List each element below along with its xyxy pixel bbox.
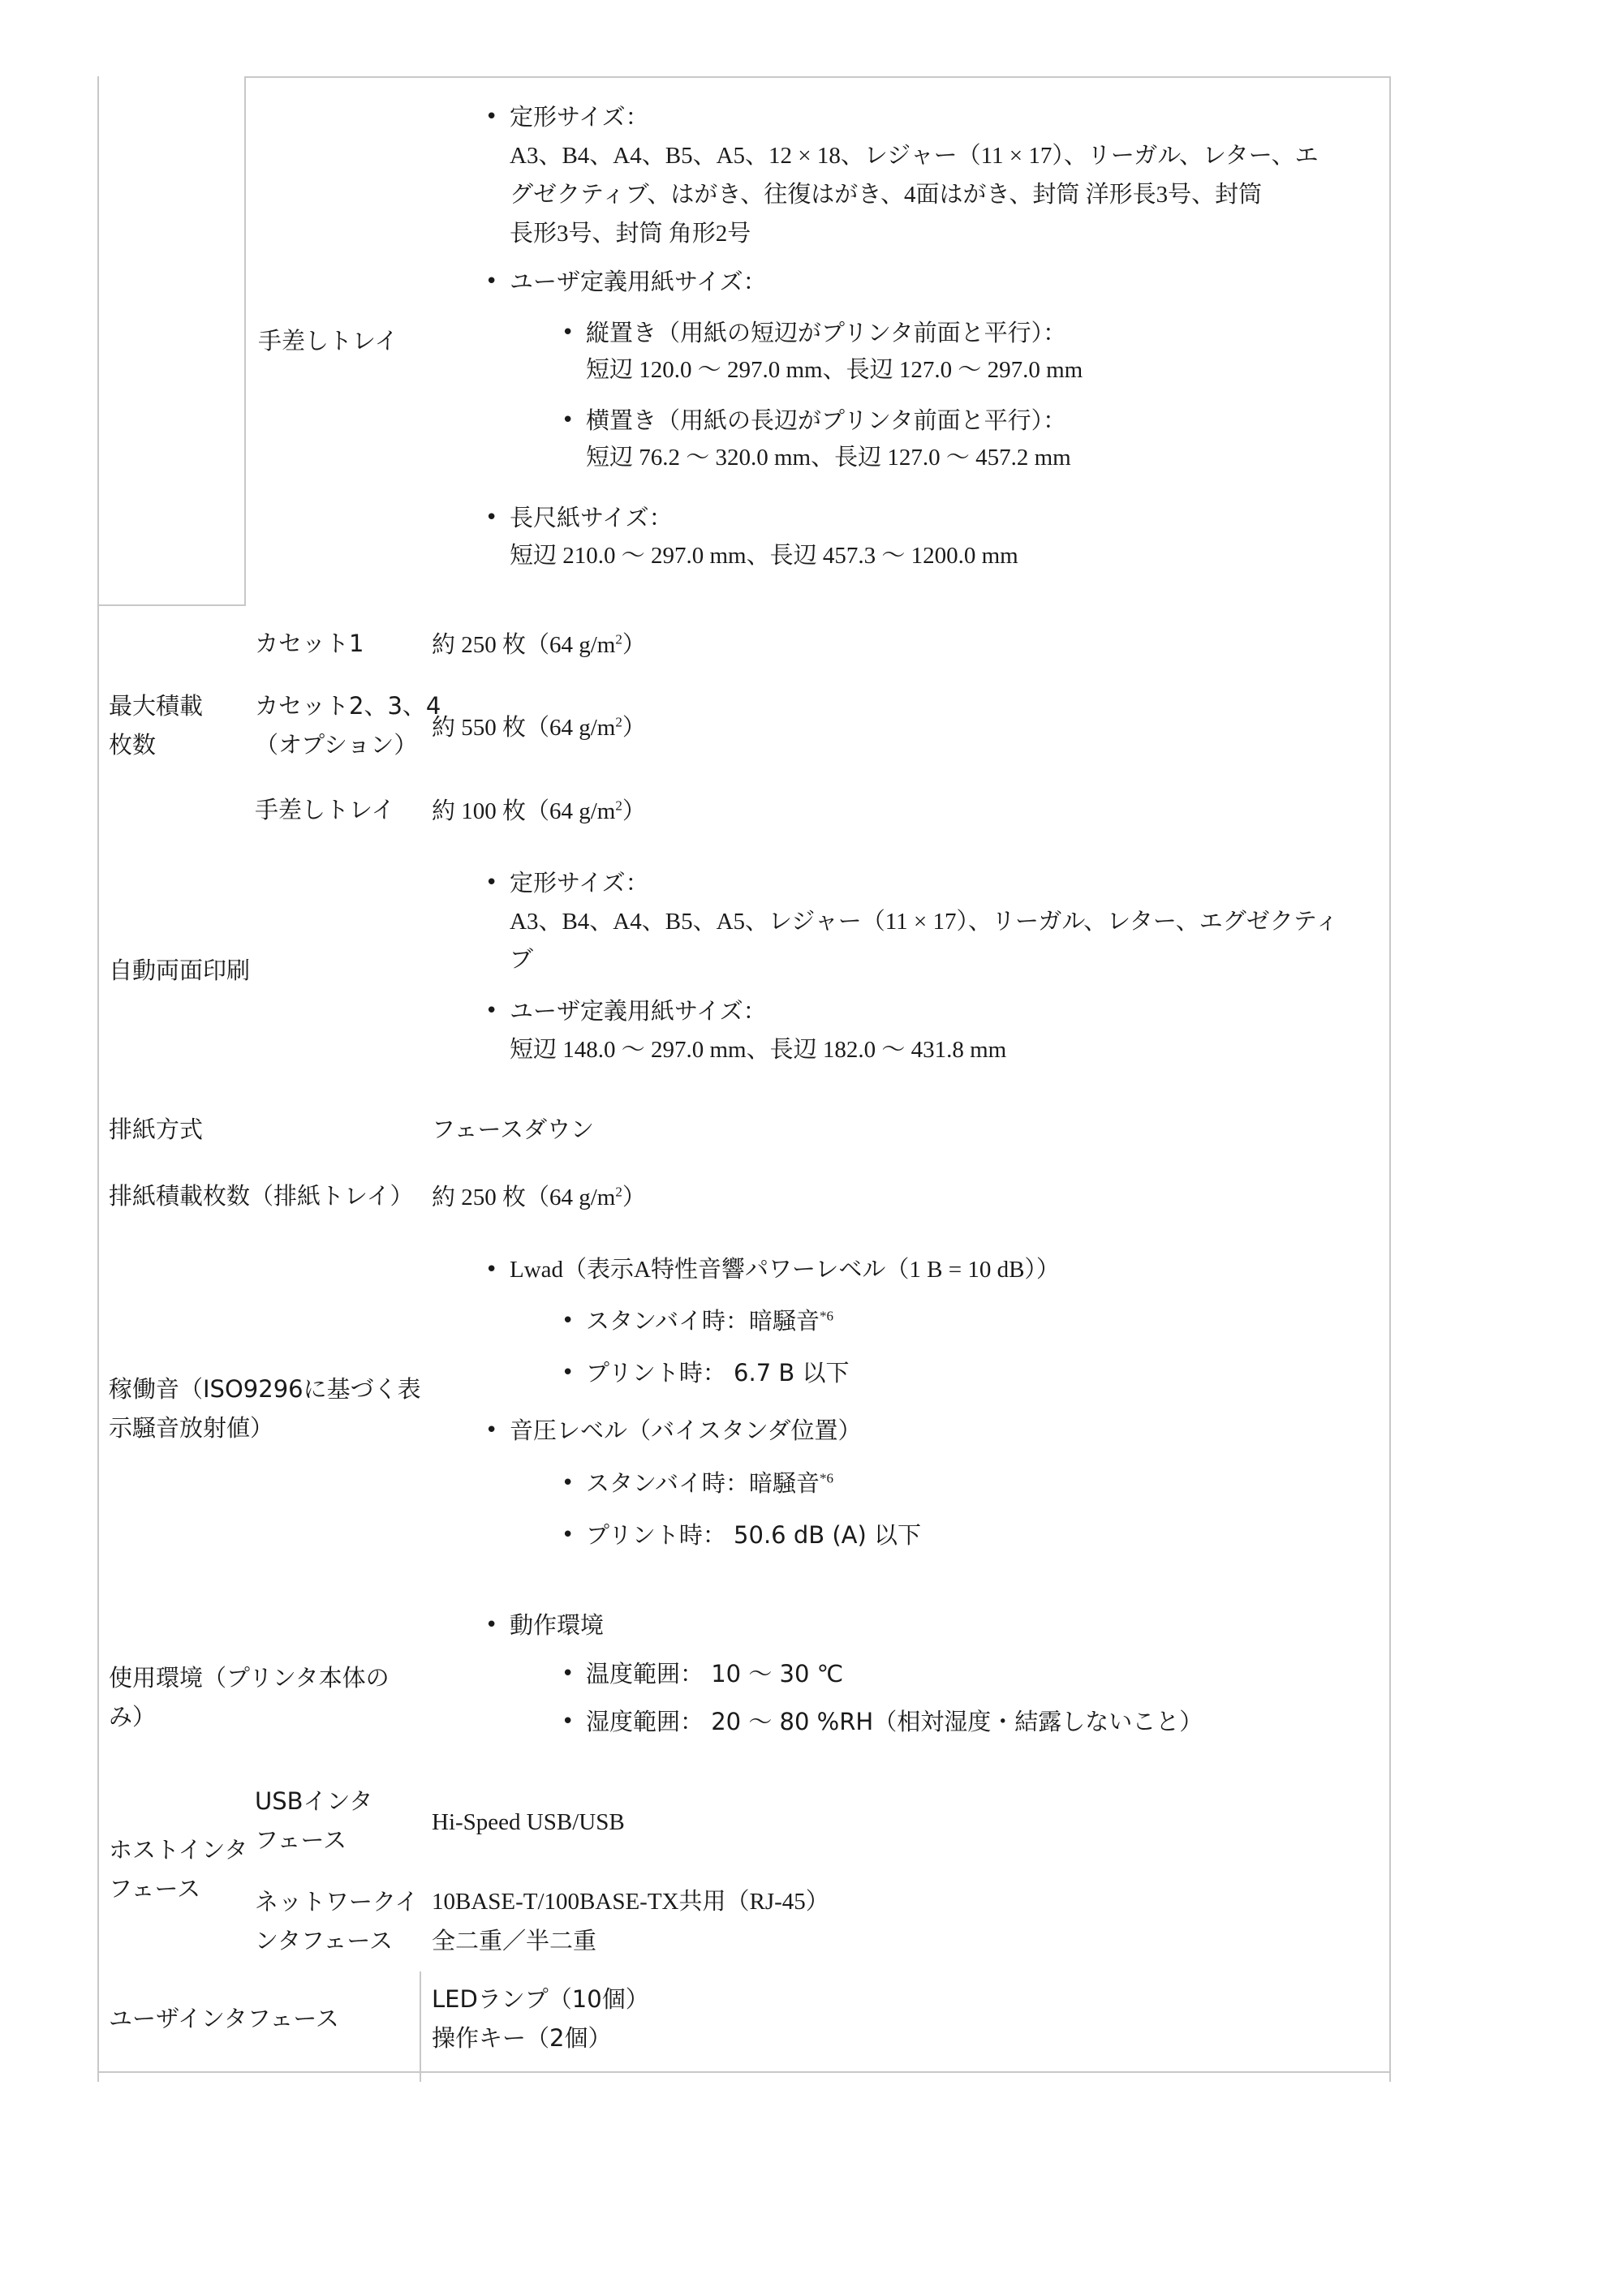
- closing-paren: ）: [622, 1185, 646, 1210]
- superscript: 2: [615, 798, 622, 814]
- duplex-standard-heading: 定形サイズ：: [510, 869, 649, 896]
- noise-label: 示騒音放射値）: [109, 1414, 274, 1442]
- closing-paren: ）: [622, 715, 646, 741]
- bullet: •: [485, 1258, 498, 1282]
- manual-tray-stack-label: 手差しトレイ: [255, 796, 395, 823]
- max-stack-label: 最大積載: [109, 692, 204, 720]
- bullet: •: [485, 269, 498, 294]
- environment-label: 使用環境（プリンタ本体の: [109, 1664, 390, 1692]
- cassette234-label: （オプション）: [255, 731, 418, 759]
- pressure-heading: 音圧レベル（バイスタンダ位置）: [510, 1417, 862, 1444]
- standard-size-line: A3、B4、A4、B5、A5、12 × 18、レジャー（11 × 17）、リーガル、レター、エ: [510, 143, 1319, 169]
- host-interface-label: ホストインタ: [109, 1836, 248, 1864]
- custom-size-heading: ユーザ定義用紙サイズ：: [510, 268, 767, 295]
- user-interface-value: LEDランプ（10個）: [432, 1985, 649, 2013]
- pressure-standby-text: スタンバイ時：暗騒音: [586, 1469, 820, 1497]
- footnote-mark: *6: [819, 1308, 833, 1324]
- environment-label: み）: [109, 1703, 157, 1731]
- network-interface-value: 全二重／半二重: [432, 1927, 597, 1954]
- table-top-border: [244, 76, 1391, 78]
- pressure-print: プリント時： 50.6 dB (A) 以下: [586, 1521, 922, 1549]
- max-stack-label: 枚数: [109, 731, 157, 759]
- cassette1-value-text: 約 250 枚（64 g/m: [432, 632, 616, 658]
- long-size-heading: 長尺紙サイズ：: [510, 504, 673, 531]
- lwad-print: プリント時： 6.7 B 以下: [586, 1359, 850, 1387]
- superscript: 2: [615, 631, 622, 647]
- bullet: •: [562, 1361, 575, 1385]
- bullet: •: [485, 105, 498, 129]
- humidity-range: 湿度範囲： 20 〜 80 %RH（相対湿度・結露しないこと）: [586, 1708, 1203, 1735]
- output-method-label: 排紙方式: [109, 1116, 204, 1143]
- output-capacity-value-text: 約 250 枚（64 g/m: [432, 1185, 616, 1210]
- output-capacity-label: 排紙積載枚数（排紙トレイ）: [109, 1182, 414, 1210]
- usb-interface-label: USBインタ: [255, 1787, 373, 1815]
- bullet: •: [562, 1709, 575, 1734]
- bullet: •: [485, 999, 498, 1023]
- output-capacity-value: [432, 1181, 646, 1214]
- superscript: 2: [615, 1184, 622, 1200]
- environment-heading: 動作環境: [510, 1611, 605, 1639]
- lwad-standby-text: スタンバイ時：暗騒音: [586, 1307, 820, 1335]
- manual-tray-stack-value: [432, 795, 646, 828]
- duplex-standard-line: A3、B4、A4、B5、A5、レジャー（11 × 17）、リーガル、レター、エグゼクティ: [510, 909, 1339, 935]
- user-interface-label: ユーザインタフェース: [109, 2005, 339, 2032]
- bullet: •: [485, 1613, 498, 1637]
- table-right-border: [1389, 76, 1391, 2082]
- cassette1-value: [432, 629, 646, 661]
- network-interface-value: 10BASE-T/100BASE-TX共用（RJ-45）: [432, 1889, 829, 1915]
- landscape-value: 短辺 76.2 〜 320.0 mm、長辺 127.0 〜 457.2 mm: [586, 445, 1071, 471]
- usb-interface-value: Hi-Speed USB/USB: [432, 1809, 625, 1835]
- long-size-value: 短辺 210.0 〜 297.0 mm、長辺 457.3 〜 1200.0 mm: [510, 543, 1018, 569]
- standard-size-line: グゼクティブ、はがき、往復はがき、4面はがき、封筒 洋形長3号、封筒: [510, 182, 1263, 208]
- lwad-standby: [586, 1305, 833, 1337]
- user-interface-value: 操作キー（2個）: [432, 2024, 612, 2052]
- bullet: •: [485, 871, 498, 895]
- portrait-value: 短辺 120.0 〜 297.0 mm、長辺 127.0 〜 297.0 mm: [586, 357, 1083, 383]
- output-method-value: フェースダウン: [432, 1116, 595, 1143]
- standard-size-line: 長形3号、封筒 角形2号: [510, 221, 751, 247]
- footnote-mark: *6: [819, 1470, 833, 1486]
- bullet: •: [562, 1309, 575, 1333]
- standard-size-heading: 定形サイズ：: [510, 103, 649, 131]
- manual-tray-label: 手差しトレイ: [258, 327, 398, 355]
- noise-label: 稼働音（ISO9296に基づく表: [109, 1375, 421, 1403]
- bullet: •: [562, 1662, 575, 1686]
- portrait-heading: 縦置き（用紙の短辺がプリンタ前面と平行）：: [586, 319, 1067, 346]
- row-divider: [97, 604, 246, 606]
- cassette234-value-text: 約 550 枚（64 g/m: [432, 715, 616, 741]
- cassette234-value: [432, 712, 646, 744]
- network-interface-label: ネットワークイ: [255, 1888, 419, 1915]
- duplex-label: 自動両面印刷: [109, 957, 251, 984]
- network-interface-label: ンタフェース: [255, 1927, 393, 1954]
- cassette234-label: カセット2、3、4: [255, 692, 441, 720]
- table-left-border: [97, 76, 99, 2082]
- duplex-custom-value: 短辺 148.0 〜 297.0 mm、長辺 182.0 〜 431.8 mm: [510, 1037, 1007, 1063]
- bullet: •: [562, 1523, 575, 1547]
- closing-paren: ）: [622, 798, 646, 824]
- value-column-divider: [420, 1971, 421, 2082]
- host-interface-label: フェース: [109, 1875, 201, 1903]
- pressure-standby: [586, 1467, 833, 1499]
- bullet: •: [562, 320, 575, 345]
- cassette1-label: カセット1: [255, 630, 364, 657]
- bullet: •: [485, 1418, 498, 1443]
- bullet: •: [562, 408, 575, 432]
- lwad-heading: Lwad（表示A特性音響パワーレベル（1 B = 10 dB））: [510, 1257, 1060, 1283]
- manual-tray-stack-value-text: 約 100 枚（64 g/m: [432, 798, 616, 824]
- usb-interface-label: フェース: [255, 1826, 347, 1854]
- landscape-heading: 横置き（用紙の長辺がプリンタ前面と平行）：: [586, 406, 1067, 434]
- bullet: •: [485, 505, 498, 530]
- subcolumn-divider: [244, 76, 246, 605]
- table-bottom-border: [97, 2071, 1391, 2073]
- duplex-custom-heading: ユーザ定義用紙サイズ：: [510, 997, 767, 1025]
- temperature-range: 温度範囲： 10 〜 30 ℃: [586, 1660, 844, 1688]
- superscript: 2: [615, 714, 622, 730]
- duplex-standard-line: ブ: [510, 947, 534, 973]
- bullet: •: [562, 1471, 575, 1495]
- closing-paren: ）: [622, 632, 646, 658]
